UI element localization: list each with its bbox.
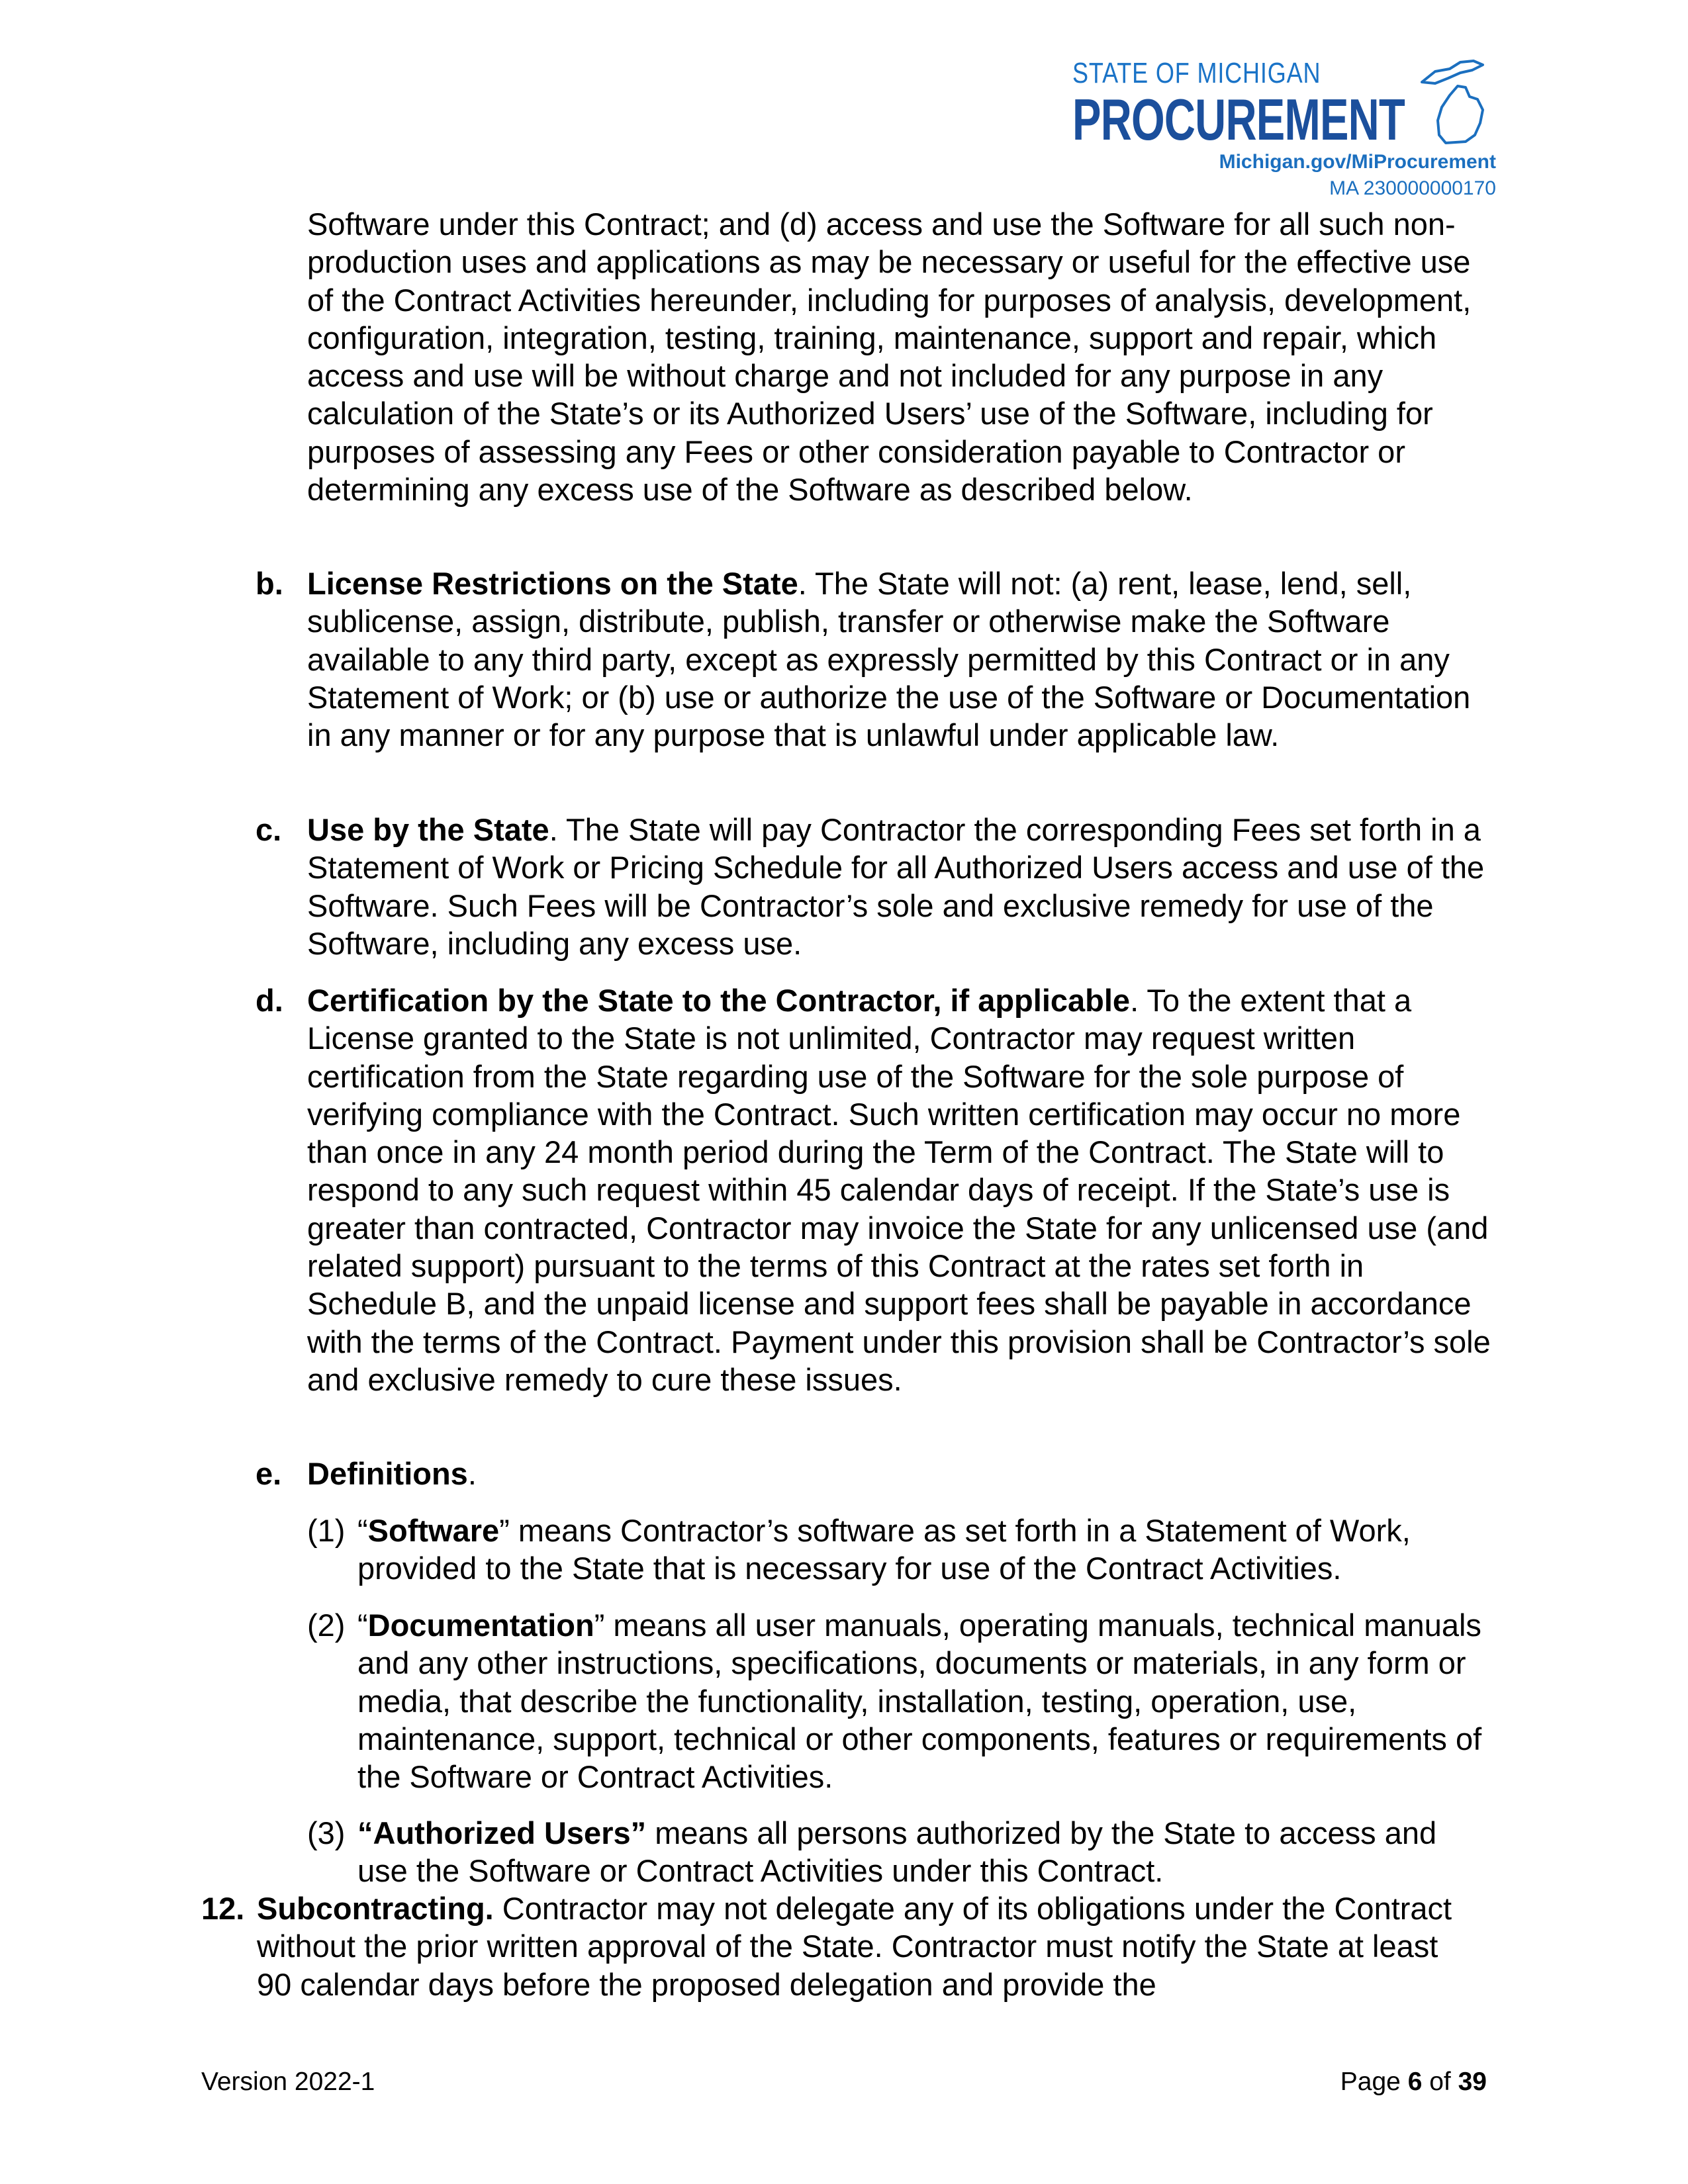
footer-page-number (1340, 2068, 1487, 2097)
definition-1-text: means Contractor’s software as set forth in a Statement of Work, provided to the State that is necessary for use of the Contract Activities. (357, 1513, 1411, 1586)
definition-3-paragraph (357, 1814, 1483, 1890)
definition-2-open-quote: “ (357, 1608, 368, 1643)
item-e-marker: e. (256, 1456, 282, 1491)
item-d-marker: d. (256, 983, 283, 1018)
item-c-marker: c. (256, 812, 282, 847)
item-b-text: . The State will not: (a) rent, lease, lend, sell, sublicense, assign, distribute, publish, transfer or otherwise make the Software available to any third party, except as expressly permitted by this Contract or in any Statement of Work; or (b) use or authorize the use of the Software or Documentation in any manner or for any purpose that is unlawful under applicable law. (307, 566, 1471, 753)
definition-3-term: “Authorized Users” (357, 1815, 647, 1850)
definition-1-close-quote: ” (499, 1513, 510, 1548)
section-12-text: Contractor may not delegate any of its obligations under the Contract without the prior written approval of the State. Contractor must notify the State at least 90 calendar days before the proposed delegation and provide the (257, 1891, 1452, 2002)
definition-2-paragraph (357, 1606, 1483, 1796)
section-12-paragraph (257, 1889, 1462, 2003)
definition-1-open-quote: “ (357, 1513, 368, 1548)
section-12-marker: 12. (201, 1891, 245, 1926)
footer-page-prefix: Page (1340, 2068, 1408, 2096)
item-c-paragraph (307, 811, 1492, 962)
logo-procurement-text: PROCUREMENT (1072, 87, 1405, 152)
definition-2-close-quote: ” (594, 1608, 605, 1643)
item-b-marker: b. (256, 566, 283, 601)
section-12-title: Subcontracting. (257, 1891, 494, 1926)
procurement-logo (1072, 57, 1496, 209)
continuation-paragraph: Software under this Contract; and (d) access and use the Software for all such non-production uses and applications as may be necessary or useful for the effective use of the Contract Activities hereunder, including for purposes of analysis, development, configuration, integration, testing, training, maintenance, support and repair, which access and use will be without charge and not included for any purpose in any calculation of the State’s or its Authorized Users’ use of the Software, including for purposes of assessing any Fees or other consideration payable to Contractor or determining any excess use of the Software as described below. (307, 206, 1472, 508)
definition-2-marker: (2) (307, 1608, 346, 1643)
item-e-text: . (467, 1456, 477, 1491)
item-c-text: . The State will pay Contractor the corresponding Fees set forth in a Statement of Work or Pricing Schedule for all Authorized Users access and use of the Software. Such Fees will be Contractor’s sole and exclusive remedy for use of the Software, including any excess use. (307, 812, 1485, 961)
item-d-paragraph (307, 981, 1492, 1398)
footer-version: Version 2022-1 (201, 2068, 375, 2096)
definition-1-marker: (1) (307, 1513, 346, 1548)
item-d-text: . To the extent that a License granted to the State is not unlimited, Contractor may request written certification from the State regarding use of the Software for the sole purpose of verifying compliance with the Contract. Such written certification may occur no more than once in any 24 month period during the Term of the Contract. The State will to respond to any such request within 45 calendar days of receipt. If the State’s use is greater than contracted, Contractor may invoice the State for any unlicensed use (and related support) pursuant to the terms of this Contract at the rates set forth in Schedule B, and the unpaid license and support fees shall be payable in accordance with the terms of the Contract. Payment under this provision shall be Contractor’s sole and exclusive remedy to cure these issues. (307, 983, 1491, 1397)
definition-1-paragraph (357, 1512, 1489, 1588)
definition-1-term: Software (367, 1513, 500, 1548)
definition-3-text: means all persons authorized by the State to access and use the Software or Contract Activities under this Contract. (357, 1815, 1437, 1889)
item-e-paragraph (307, 1455, 1485, 1492)
item-d-title: Certification by the State to the Contractor, if applicable (307, 983, 1131, 1018)
item-c-title: Use by the State (307, 812, 549, 847)
footer-page-total: 39 (1458, 2068, 1487, 2096)
footer-page-separator: of (1422, 2068, 1458, 2096)
logo-url: Michigan.gov/MiProcurement (1219, 151, 1496, 173)
logo-state-text: STATE OF MICHIGAN (1072, 57, 1321, 89)
contract-number: MA 230000000170 (1329, 177, 1496, 199)
footer-page-current: 6 (1407, 2068, 1423, 2096)
definition-3-marker: (3) (307, 1815, 346, 1850)
item-b-title: License Restrictions on the State (307, 566, 798, 601)
definition-2-text: means all user manuals, operating manuals, technical manuals and any other instructions, specifications, documents or materials, in any form or media, that describe the functionality, installation, testing, operation, use, maintenance, support, technical or other components, features or requirements of the Software or Contract Activities. (357, 1608, 1482, 1795)
michigan-map-icon (1409, 57, 1495, 156)
item-e-title: Definitions (307, 1456, 468, 1491)
definition-2-term: Documentation (367, 1608, 594, 1643)
item-b-paragraph (307, 565, 1479, 754)
